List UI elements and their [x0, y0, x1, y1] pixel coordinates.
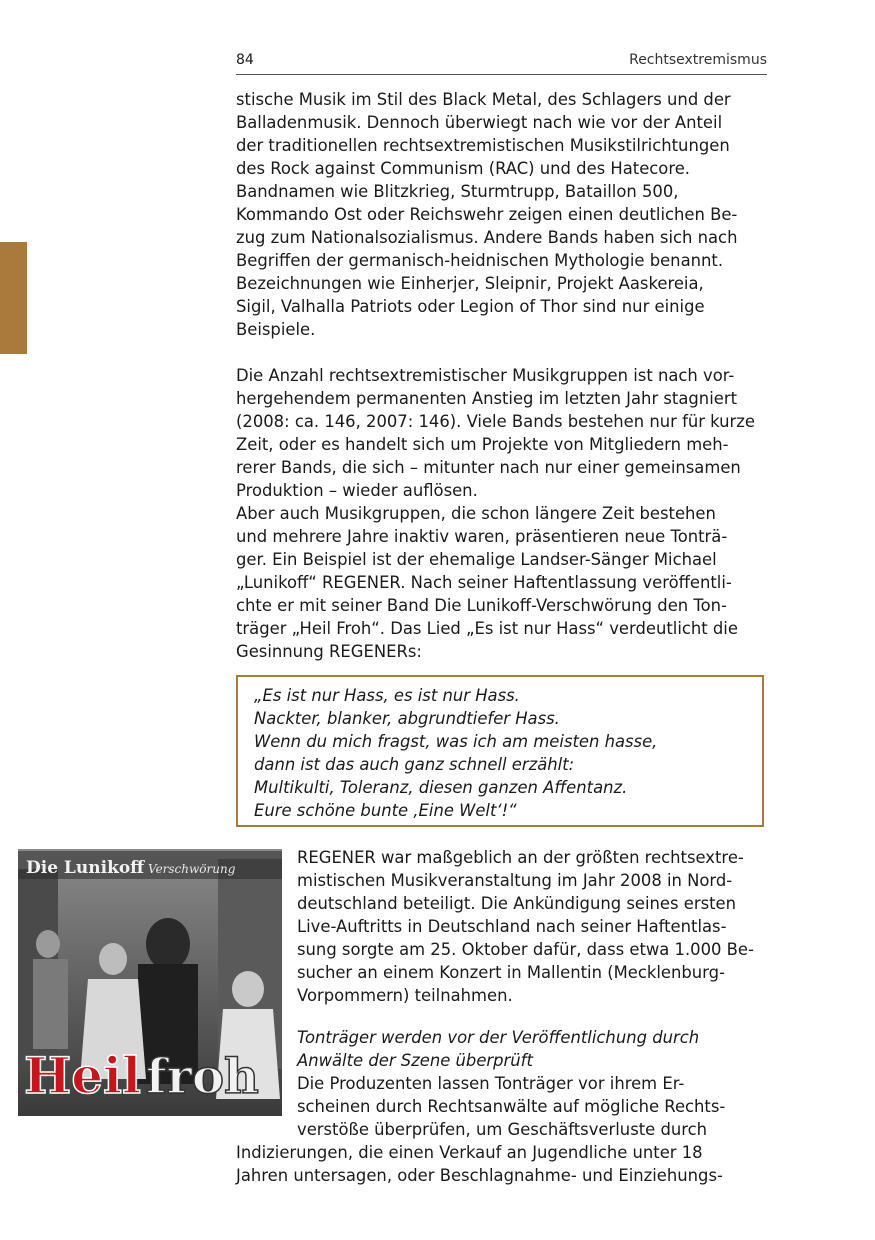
paragraph-6b: [236, 1141, 776, 1187]
album-cover-image: [18, 849, 282, 1116]
cover-title-white: froh: [146, 1049, 259, 1105]
paragraph-6a: [297, 1072, 775, 1141]
lyrics-quote-text: „Es ist nur Hass, es ist nur Hass. Nackter, blanker, abgrundtiefer Hass. Wenn du mich fragst, was ich am meisten hasse, dann ist das auch ganz schnell erzählt: Multikulti, Toleranz, diesen ganzen Affentanz. Eure schöne bunte ‚Eine Welt‘!“: [254, 686, 658, 820]
paragraph-6b-text: Indizierungen, die einen Verkauf an Jugendliche unter 18 Jahren untersagen, oder Beschlagnahme- und Einziehungs-: [236, 1143, 723, 1185]
cover-title-red: Heil: [24, 1046, 142, 1105]
chapter-tab: [0, 242, 27, 354]
lyrics-quote-box: [236, 675, 764, 827]
paragraph-6a-text: Die Produzenten lassen Tonträger vor ihrem Er- scheinen durch Rechtsanwälte auf mögliche Rechts- verstöße überprüfen, um Geschäftsverluste durch: [297, 1074, 726, 1139]
page-header: [236, 52, 767, 75]
album-cover-graphic: [18, 849, 282, 1116]
cover-subtitle-text: Verschwörung: [148, 862, 236, 876]
section-subheading: Tonträger werden vor der Veröffentlichung durch Anwälte der Szene überprüft: [297, 1028, 700, 1070]
paragraph-4-text: Aber auch Musikgruppen, die schon längere Zeit bestehen und mehrere Jahre inaktiv waren, präsentieren neue Tonträ- ger. Ein Beispiel ist der ehemalige Landser-Sänger Michael „Lunikoff“ REGENER. Nach seiner Haftentlassung veröffentli- chte er mit seiner Band Die Lunikoff-Verschwörung den Ton- träger „Heil Froh“. Das Lied „Es ist nur Hass“ verdeutlicht die Gesinnung REGENERs:: [236, 504, 738, 661]
page-number: 84: [236, 52, 254, 68]
paragraph-2-text: Bandnamen wie Blitzkrieg, Sturmtrupp, Bataillon 500, Kommando Ost oder Reichswehr zeigen einen deutlichen Be- zug zum Nationalsozialismus. Andere Bands haben sich nach Begriffen der germanisch-heidnischen Mythologie benannt. Bezeichnungen wie Einherjer, Sleipnir, Projekt Aaskereia, Sigil, Valhalla Patriots oder Legion of Thor sind nur einige Beispiele.: [236, 182, 738, 339]
paragraph-1: [236, 88, 776, 180]
paragraph-1-text: stische Musik im Stil des Black Metal, des Schlagers und der Balladenmusik. Dennoch überwiegt nach wie vor der Anteil der traditionellen rechtsextremistischen Musikstilrichtungen des Rock against Communism (RAC) und des Hatecore.: [236, 90, 731, 178]
paragraph-2: [236, 180, 776, 341]
paragraph-4: [236, 502, 776, 663]
paragraph-3-text: Die Anzahl rechtsextremistischer Musikgruppen ist nach vor- hergehendem permanenten Anstieg im letzten Jahr stagniert (2008: ca. 146, 2007: 146). Viele Bands bestehen nur für kurze Zeit, oder es handelt sich um Projekte von Mitgliedern meh- rerer Bands, die sich – mitunter nach nur einer gemeinsamen Produktion – wieder auflösen.: [236, 366, 755, 500]
paragraph-5: [297, 846, 775, 1007]
paragraph-3: [236, 364, 776, 502]
paragraph-5-text: REGENER war maßgeblich an der größten rechtsextre- mistischen Musikveranstaltung im Jahr 2008 in Nord- deutschland beteiligt. Die Ankündigung seines ersten Live-Auftritts in Deutschland nach seiner Haftentlas- sung sorgte am 25. Oktober dafür, dass etwa 1.000 Be- sucher an einem Konzert in Mallentin (Mecklenburg- Vorpommern) teilnahmen.: [297, 848, 754, 1005]
subheading-block: [297, 1026, 775, 1072]
cover-band-text: Die Lunikoff: [26, 858, 145, 878]
running-title: Rechtsextremismus: [629, 52, 767, 68]
